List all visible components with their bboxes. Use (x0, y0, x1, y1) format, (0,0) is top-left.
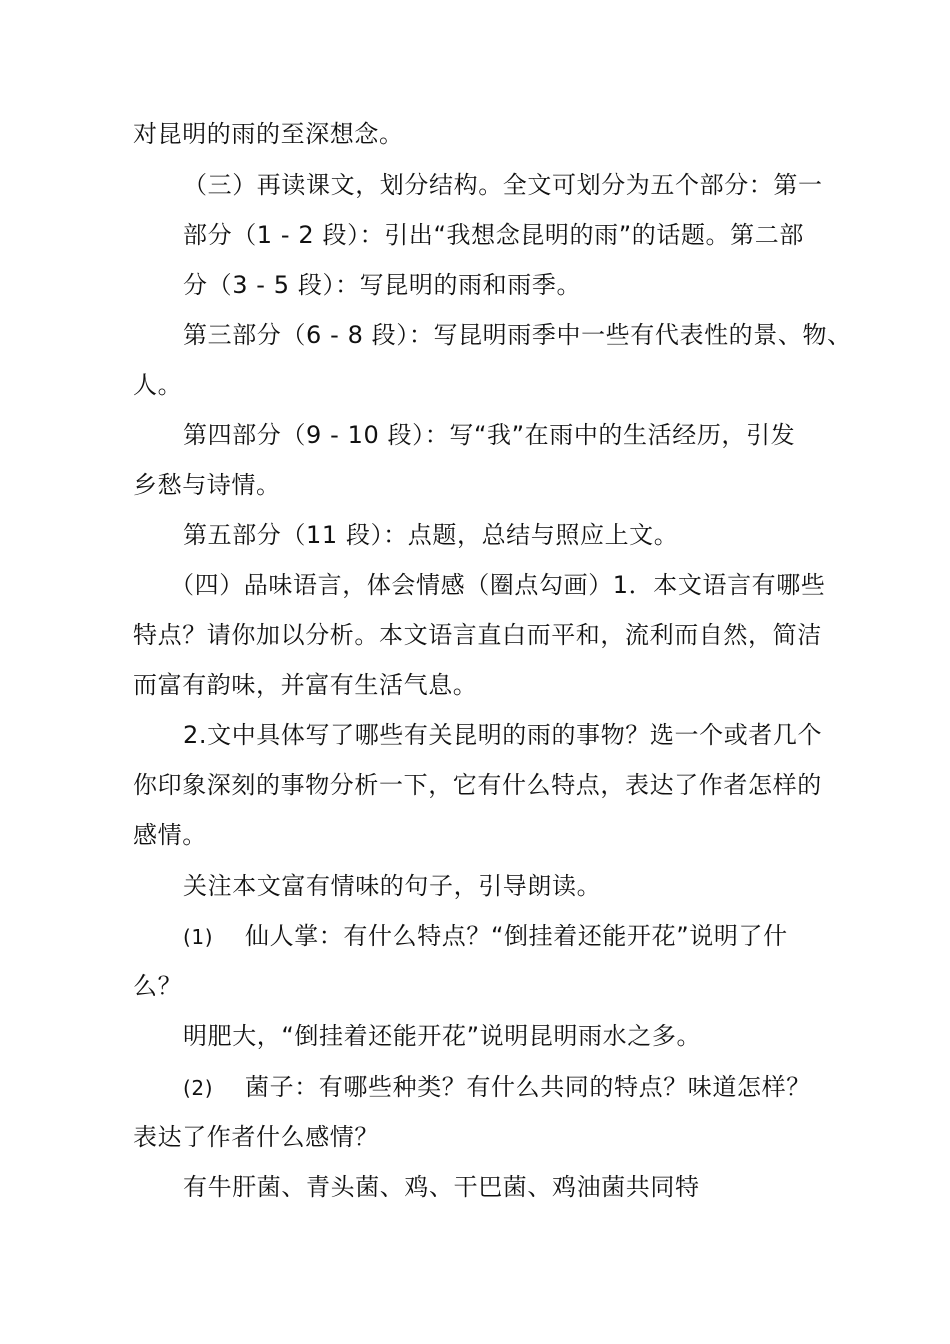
text-line-1: 对昆明的雨的至深想念。 (133, 120, 404, 148)
text-line-3: 部分（1 - 2 段）：引出“我想念昆明的雨”的话题。第二部 (183, 221, 804, 249)
text-line-6: 人。 (133, 371, 183, 399)
text-line-16: 关注本文富有情味的句子，引导朗读。 (183, 872, 602, 900)
list-item-2 (183, 1072, 811, 1103)
text-line-22: 有牛肝菌、青头菌、鸡、干巴菌、鸡油菌共同特 (183, 1173, 700, 1201)
item-text-1: 仙人掌：有什么特点？“倒挂着还能开花”说明了什 (245, 922, 788, 950)
text-line-7: 第四部分（9 - 10 段）：写“我”在雨中的生活经历，引发 (183, 421, 796, 449)
text-line-10: （四）品味语言，体会情感（圈点勾画）1．本文语言有哪些 (170, 571, 826, 599)
text-line-14: 你印象深刻的事物分析一下，它有什么特点，表达了作者怎样的 (133, 771, 822, 799)
text-line-2: （三）再读课文，划分结构。全文可划分为五个部分：第一 (183, 171, 823, 199)
text-line-12: 而富有韵味，并富有生活气息。 (133, 671, 478, 699)
text-line-13: 2.文中具体写了哪些有关昆明的雨的事物？选一个或者几个 (183, 721, 823, 749)
text-line-19: 明肥大，“倒挂着还能开花”说明昆明雨水之多。 (183, 1022, 702, 1050)
text-line-9: 第五部分（11 段）：点题，总结与照应上文。 (183, 521, 679, 549)
item-number-1: (1) (183, 925, 214, 949)
text-line-11: 特点？请你加以分析。本文语言直白而平和，流利而自然，简洁 (133, 621, 822, 649)
item-text-2: 菌子：有哪些种类？有什么共同的特点？味道怎样？ (245, 1073, 811, 1101)
text-line-4: 分（3 - 5 段）：写昆明的雨和雨季。 (183, 271, 582, 299)
text-line-8: 乡愁与诗情。 (133, 471, 281, 499)
list-item-1 (183, 921, 788, 952)
item-number-2: (2) (183, 1076, 214, 1100)
text-line-5: 第三部分（6 - 8 段）：写昆明雨季中一些有代表性的景、物、 (183, 321, 852, 349)
text-line-15: 感情。 (133, 821, 207, 849)
text-line-21: 表达了作者什么感情？ (133, 1123, 379, 1151)
text-line-18: 么？ (133, 972, 183, 1000)
